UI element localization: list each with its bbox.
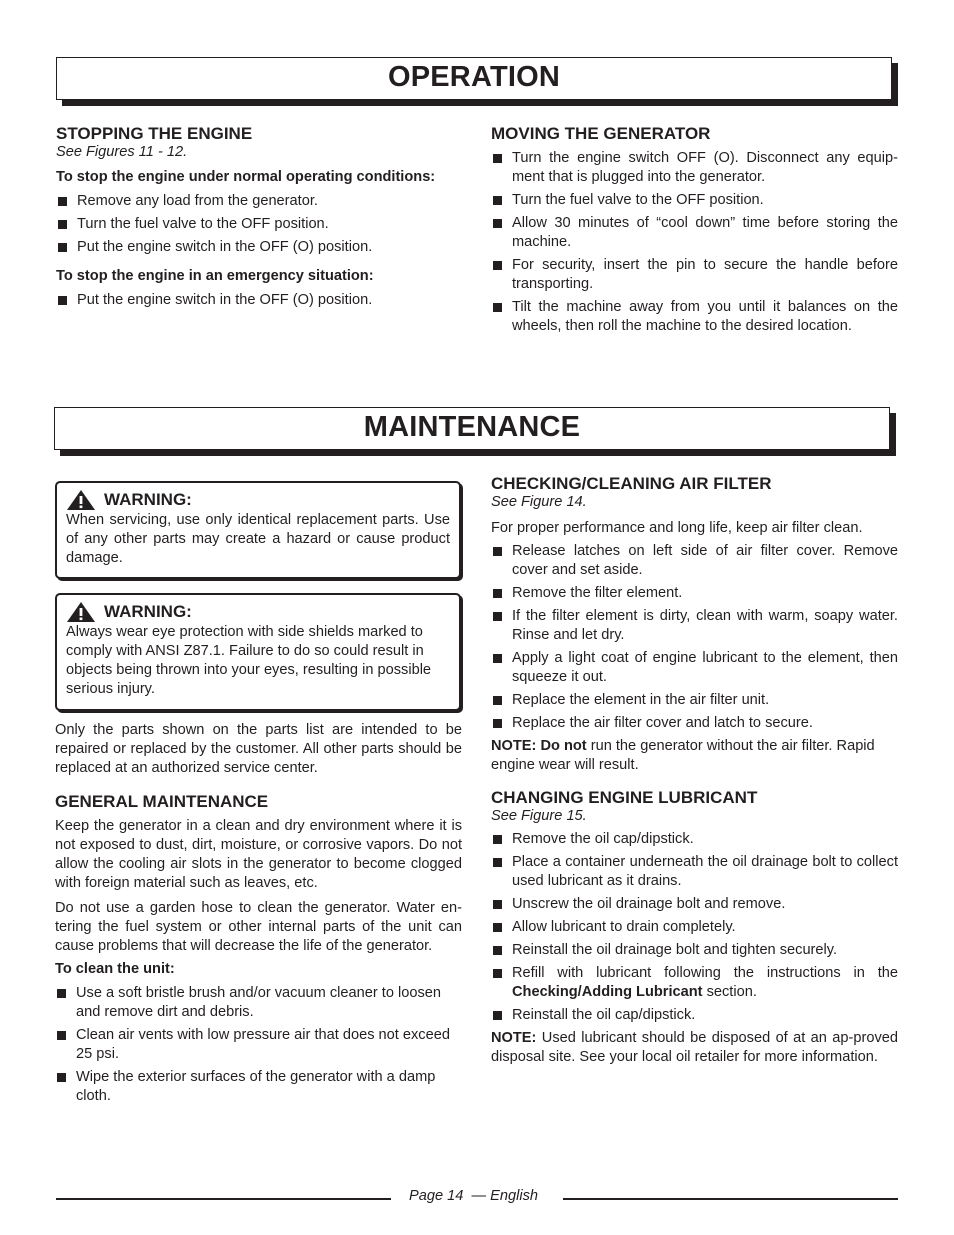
list-item: Place a container underneath the oil drainage bolt to collect used lubricant as it drains.	[491, 853, 898, 891]
page-number: Page 14	[409, 1188, 464, 1204]
list-item: Turn the engine switch OFF (O). Disconnect any equip-ment that is plugged into the generator.	[491, 149, 898, 187]
list-item: Apply a light coat of engine lubricant to the element, then squeeze it out.	[491, 649, 898, 687]
square-bullet-icon	[493, 923, 502, 932]
air-filter-see-figure: See Figure 14.	[491, 494, 587, 510]
list-item: Reinstall the oil cap/dipstick.	[491, 1006, 898, 1025]
square-bullet-icon	[493, 612, 502, 621]
square-bullet-icon	[493, 589, 502, 598]
stopping-heading: STOPPING THE ENGINE	[56, 124, 253, 143]
emergency-stop-list	[56, 291, 462, 310]
footer-rule-right	[563, 1198, 898, 1200]
list-item: Put the engine switch in the OFF (O) position.	[56, 238, 462, 257]
list-item: Wipe the exterior surfaces of the generator with a damp cloth.	[55, 1068, 462, 1106]
square-bullet-icon	[493, 1011, 502, 1020]
list-item: Allow lubricant to drain completely.	[491, 918, 898, 937]
note-text: run the generator without the air filter. Rapid engine wear will result.	[491, 738, 875, 773]
square-bullet-icon	[58, 243, 67, 252]
square-bullet-icon	[493, 261, 502, 270]
general-paragraph-2: Do not use a garden hose to clean the generator. Water en-tering the fuel system or other internal parts of the unit can cause problems that will decrease the life of the generator.	[55, 900, 462, 954]
air-filter-intro: For proper performance and long life, keep air filter clean.	[491, 520, 863, 536]
warning-text: Always wear eye protection with side shields marked to comply with ANSI Z87.1. Failure to do so could result in objects being thrown into your eyes, resulting in possible serious injury.	[66, 624, 432, 697]
list-item: Replace the air filter cover and latch to secure.	[491, 714, 898, 733]
language-label: — English	[471, 1188, 538, 1204]
list-item: Reinstall the oil drainage bolt and tighten securely.	[491, 941, 898, 960]
moving-heading: MOVING THE GENERATOR	[491, 124, 711, 143]
air-filter-heading: CHECKING/CLEANING AIR FILTER	[491, 474, 772, 493]
moving-list	[491, 149, 898, 336]
general-maintenance-column	[55, 721, 462, 1110]
moving-section	[491, 124, 898, 340]
operation-banner	[56, 57, 892, 100]
square-bullet-icon	[493, 858, 502, 867]
warning-triangle-icon	[66, 601, 96, 623]
square-bullet-icon	[493, 835, 502, 844]
square-bullet-icon	[493, 154, 502, 163]
square-bullet-icon	[493, 219, 502, 228]
list-item: Tilt the machine away from you until it balances on the wheels, then roll the machine to the desired location.	[491, 298, 898, 336]
lubricant-section	[491, 788, 898, 1067]
emergency-subheading: To stop the engine in an emergency situation:	[56, 268, 374, 284]
lubricant-note	[491, 1029, 898, 1067]
square-bullet-icon	[493, 900, 502, 909]
general-maintenance-heading: GENERAL MAINTENANCE	[55, 792, 269, 811]
clean-unit-subheading: To clean the unit:	[55, 961, 175, 977]
air-filter-section	[491, 474, 898, 775]
note-text: Used lubricant should be disposed of at an ap-proved disposal site. See your local oil retailer for more information.	[491, 1030, 898, 1065]
note-label: NOTE:	[491, 1030, 537, 1046]
note-emphasis: Do not	[540, 738, 587, 754]
warning-box-replacement-parts	[55, 481, 461, 579]
normal-stop-list	[56, 192, 462, 257]
square-bullet-icon	[493, 969, 502, 978]
square-bullet-icon	[493, 547, 502, 556]
list-item: Replace the element in the air filter unit.	[491, 691, 898, 710]
square-bullet-icon	[58, 296, 67, 305]
maintenance-title: MAINTENANCE	[363, 411, 581, 443]
square-bullet-icon	[58, 220, 67, 229]
warning-triangle-icon	[66, 489, 96, 511]
square-bullet-icon	[493, 719, 502, 728]
square-bullet-icon	[493, 654, 502, 663]
warning-title: WARNING:	[104, 602, 192, 621]
square-bullet-icon	[493, 196, 502, 205]
air-filter-list	[491, 542, 898, 733]
lubricant-see-figure: See Figure 15.	[491, 808, 587, 824]
lubricant-list	[491, 830, 898, 1025]
square-bullet-icon	[58, 197, 67, 206]
list-item: Remove the oil cap/dipstick.	[491, 830, 898, 849]
footer-rule-left	[56, 1198, 391, 1200]
square-bullet-icon	[493, 946, 502, 955]
parts-paragraph: Only the parts shown on the parts list are intended to be repaired or replaced by the customer. All other parts should be replaced at an authorized service center.	[55, 722, 462, 776]
warning-box-eye-protection	[55, 593, 461, 711]
maintenance-banner	[54, 407, 890, 450]
stopping-see-figures: See Figures 11 - 12.	[56, 144, 188, 160]
list-item: Use a soft bristle brush and/or vacuum cleaner to loosen and remove dirt and debris.	[55, 984, 462, 1022]
list-item: Clean air vents with low pressure air that does not exceed 25 psi.	[55, 1026, 462, 1064]
square-bullet-icon	[57, 989, 66, 998]
list-item: Release latches on left side of air filter cover. Remove cover and set aside.	[491, 542, 898, 580]
warning-title: WARNING:	[104, 490, 192, 509]
list-item: Turn the fuel valve to the OFF position.	[491, 191, 898, 210]
list-item: For security, insert the pin to secure the handle before transporting.	[491, 256, 898, 294]
square-bullet-icon	[493, 696, 502, 705]
note-label: NOTE:	[491, 738, 537, 754]
list-item: Remove any load from the generator.	[56, 192, 462, 211]
clean-unit-list	[55, 984, 462, 1106]
square-bullet-icon	[57, 1031, 66, 1040]
list-item: Put the engine switch in the OFF (O) position.	[56, 291, 462, 310]
list-item: If the filter element is dirty, clean with warm, soapy water. Rinse and let dry.	[491, 607, 898, 645]
warning-header	[66, 489, 450, 511]
warning-header	[66, 601, 450, 623]
list-item: Refill with lubricant following the instructions in the Checking/Adding Lubricant section.	[491, 964, 898, 1002]
square-bullet-icon	[493, 303, 502, 312]
air-filter-note	[491, 737, 898, 775]
list-item: Remove the filter element.	[491, 584, 898, 603]
list-item: Allow 30 minutes of “cool down” time before storing the machine.	[491, 214, 898, 252]
page-footer	[409, 1188, 538, 1204]
warning-text: When servicing, use only identical replacement parts. Use of any other parts may create a hazard or cause product damage.	[66, 512, 450, 566]
square-bullet-icon	[57, 1073, 66, 1082]
general-paragraph-1: Keep the generator in a clean and dry environment where it is not exposed to dust, dirt, moisture, or corrosive vapors. Do not allow the cooling air slots in the generator to become clogged with foreign material such as leaves, etc.	[55, 818, 462, 891]
operation-title: OPERATION	[387, 61, 561, 93]
stopping-section	[56, 124, 462, 314]
list-item: Turn the fuel valve to the OFF position.	[56, 215, 462, 234]
normal-conditions-subheading: To stop the engine under normal operating conditions:	[56, 169, 436, 185]
lubricant-heading: CHANGING ENGINE LUBRICANT	[491, 788, 758, 807]
list-item: Unscrew the oil drainage bolt and remove.	[491, 895, 898, 914]
